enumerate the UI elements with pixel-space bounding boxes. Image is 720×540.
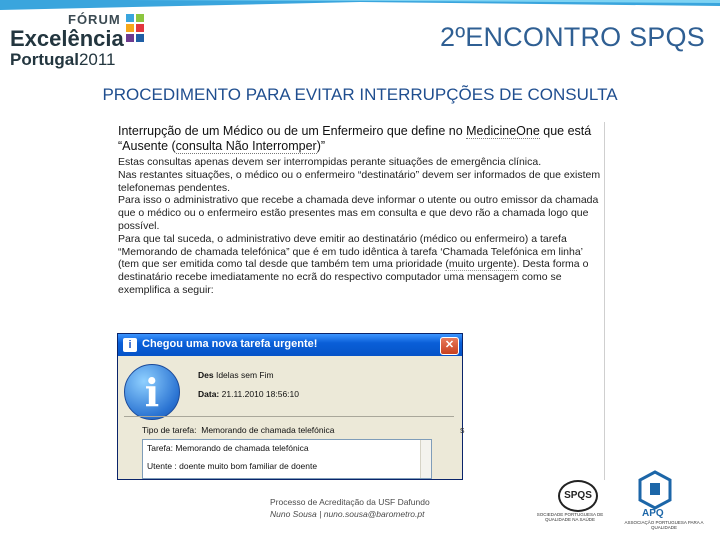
slide-subtitle: PROCEDIMENTO PARA EVITAR INTERRUPÇÕES DE CONSULTA [102, 85, 618, 104]
task-type-row [142, 425, 334, 435]
footer-line-2: Nuno Sousa | nuno.sousa@barometro.pt [270, 509, 425, 519]
paragraph-1: Estas consultas apenas devem ser interrompidas perante situações de emergência clínica. [118, 156, 542, 168]
heading-state: consulta Não Interromper [175, 139, 317, 153]
forum-logo-line2 [10, 50, 116, 70]
apq-logo-text: APQ [642, 508, 664, 519]
dialog-separator [124, 416, 454, 417]
date-row [198, 389, 299, 399]
heading-prefix: Interrupção de um Médico ou de um Enfermeiro que define no [118, 124, 467, 138]
task-details-line-1: Tarefa: Memorando de chamada telefónica [147, 443, 309, 453]
paragraph-4-urgency: (muito urgente) [445, 258, 517, 271]
task-details-line-2: Utente : doente muito bom familiar de doente [147, 461, 318, 471]
description-row [198, 370, 274, 380]
close-button[interactable]: ✕ [440, 337, 459, 355]
footer [270, 496, 430, 520]
date-label: Data: [198, 389, 220, 399]
forum-excelencia-logo [8, 10, 148, 68]
heading-app: MedicineOne [466, 124, 540, 138]
paragraph-4 [118, 233, 602, 297]
apq-logo [612, 470, 716, 530]
task-details-field[interactable] [142, 439, 432, 479]
heading-suffix: )” [316, 139, 326, 153]
spqs-logo-mark: SPQS [558, 480, 598, 512]
forum-logo-year: 2011 [78, 50, 116, 69]
urgent-task-dialog [117, 333, 463, 480]
paragraph-4-a: Para que tal suceda, o administrativo deve emitir ao destinatário (médico ou enfermeiro) a tarefa “Memorando de chamada telefónica” que é em tudo idêntica à tarefa ‘Chamada Telefónica em linha’ (tem que ser emitida como tal desde que também tem uma prioridade [118, 232, 583, 271]
event-title: 2ºENCONTRO SPQS [440, 22, 705, 52]
app-icon: i [123, 338, 137, 352]
task-type-label: Tipo de tarefa: [142, 425, 197, 435]
forum-logo-line1: Excelência [10, 26, 124, 51]
apq-logo-caption: ASSOCIAÇÃO PORTUGUESA PARA A QUALIDADE [624, 520, 704, 530]
description-label: Des [198, 370, 214, 380]
forum-logo-line0: FÓRUM [68, 12, 121, 27]
description-value: Idelas sem Fim [215, 370, 274, 380]
paragraph-4-b: . Desta forma o destinatário recebe imediatamente no ecrã do respectivo computador uma mensagem como se exemplifica a seguir: [118, 258, 589, 296]
dialog-titlebar[interactable] [118, 334, 463, 356]
paragraph-2: Nas restantes situações, o médico ou o enfermeiro “destinatário” devem ser informados de que existem telefonemas pendentes. [118, 168, 601, 194]
spqs-logo-caption: SOCIEDADE PORTUGUESA DE QUALIDADE NA SAÚDE [536, 512, 604, 522]
document-body [118, 156, 602, 297]
footer-line-1: Processo de Acreditação da USF Dafundo [270, 497, 430, 507]
document-heading [118, 124, 604, 154]
task-type-value: Memorando de chamada telefónica [201, 425, 335, 435]
dialog-title: Chegou uma nova tarefa urgente! [142, 338, 318, 350]
paragraph-3: Para isso o administrativo que recebe a chamada deve informar o utente ou outro emissor da chamada que o médico ou o enfermeiro estão presentes mas em consulta e que devo rão a chamada logo que possível. [118, 194, 599, 232]
task-details-scrollbar[interactable] [420, 440, 431, 478]
info-icon-glyph: i [144, 370, 160, 415]
side-mark: s [460, 425, 465, 435]
spqs-logo [530, 478, 610, 526]
info-icon [124, 364, 180, 420]
date-value: 21.11.2010 18:56:10 [221, 389, 299, 399]
apq-logo-mark [638, 470, 672, 510]
heading-mid: que está “Ausente ( [118, 124, 592, 153]
forum-logo-word: Portugal [10, 50, 79, 69]
header [0, 0, 720, 75]
